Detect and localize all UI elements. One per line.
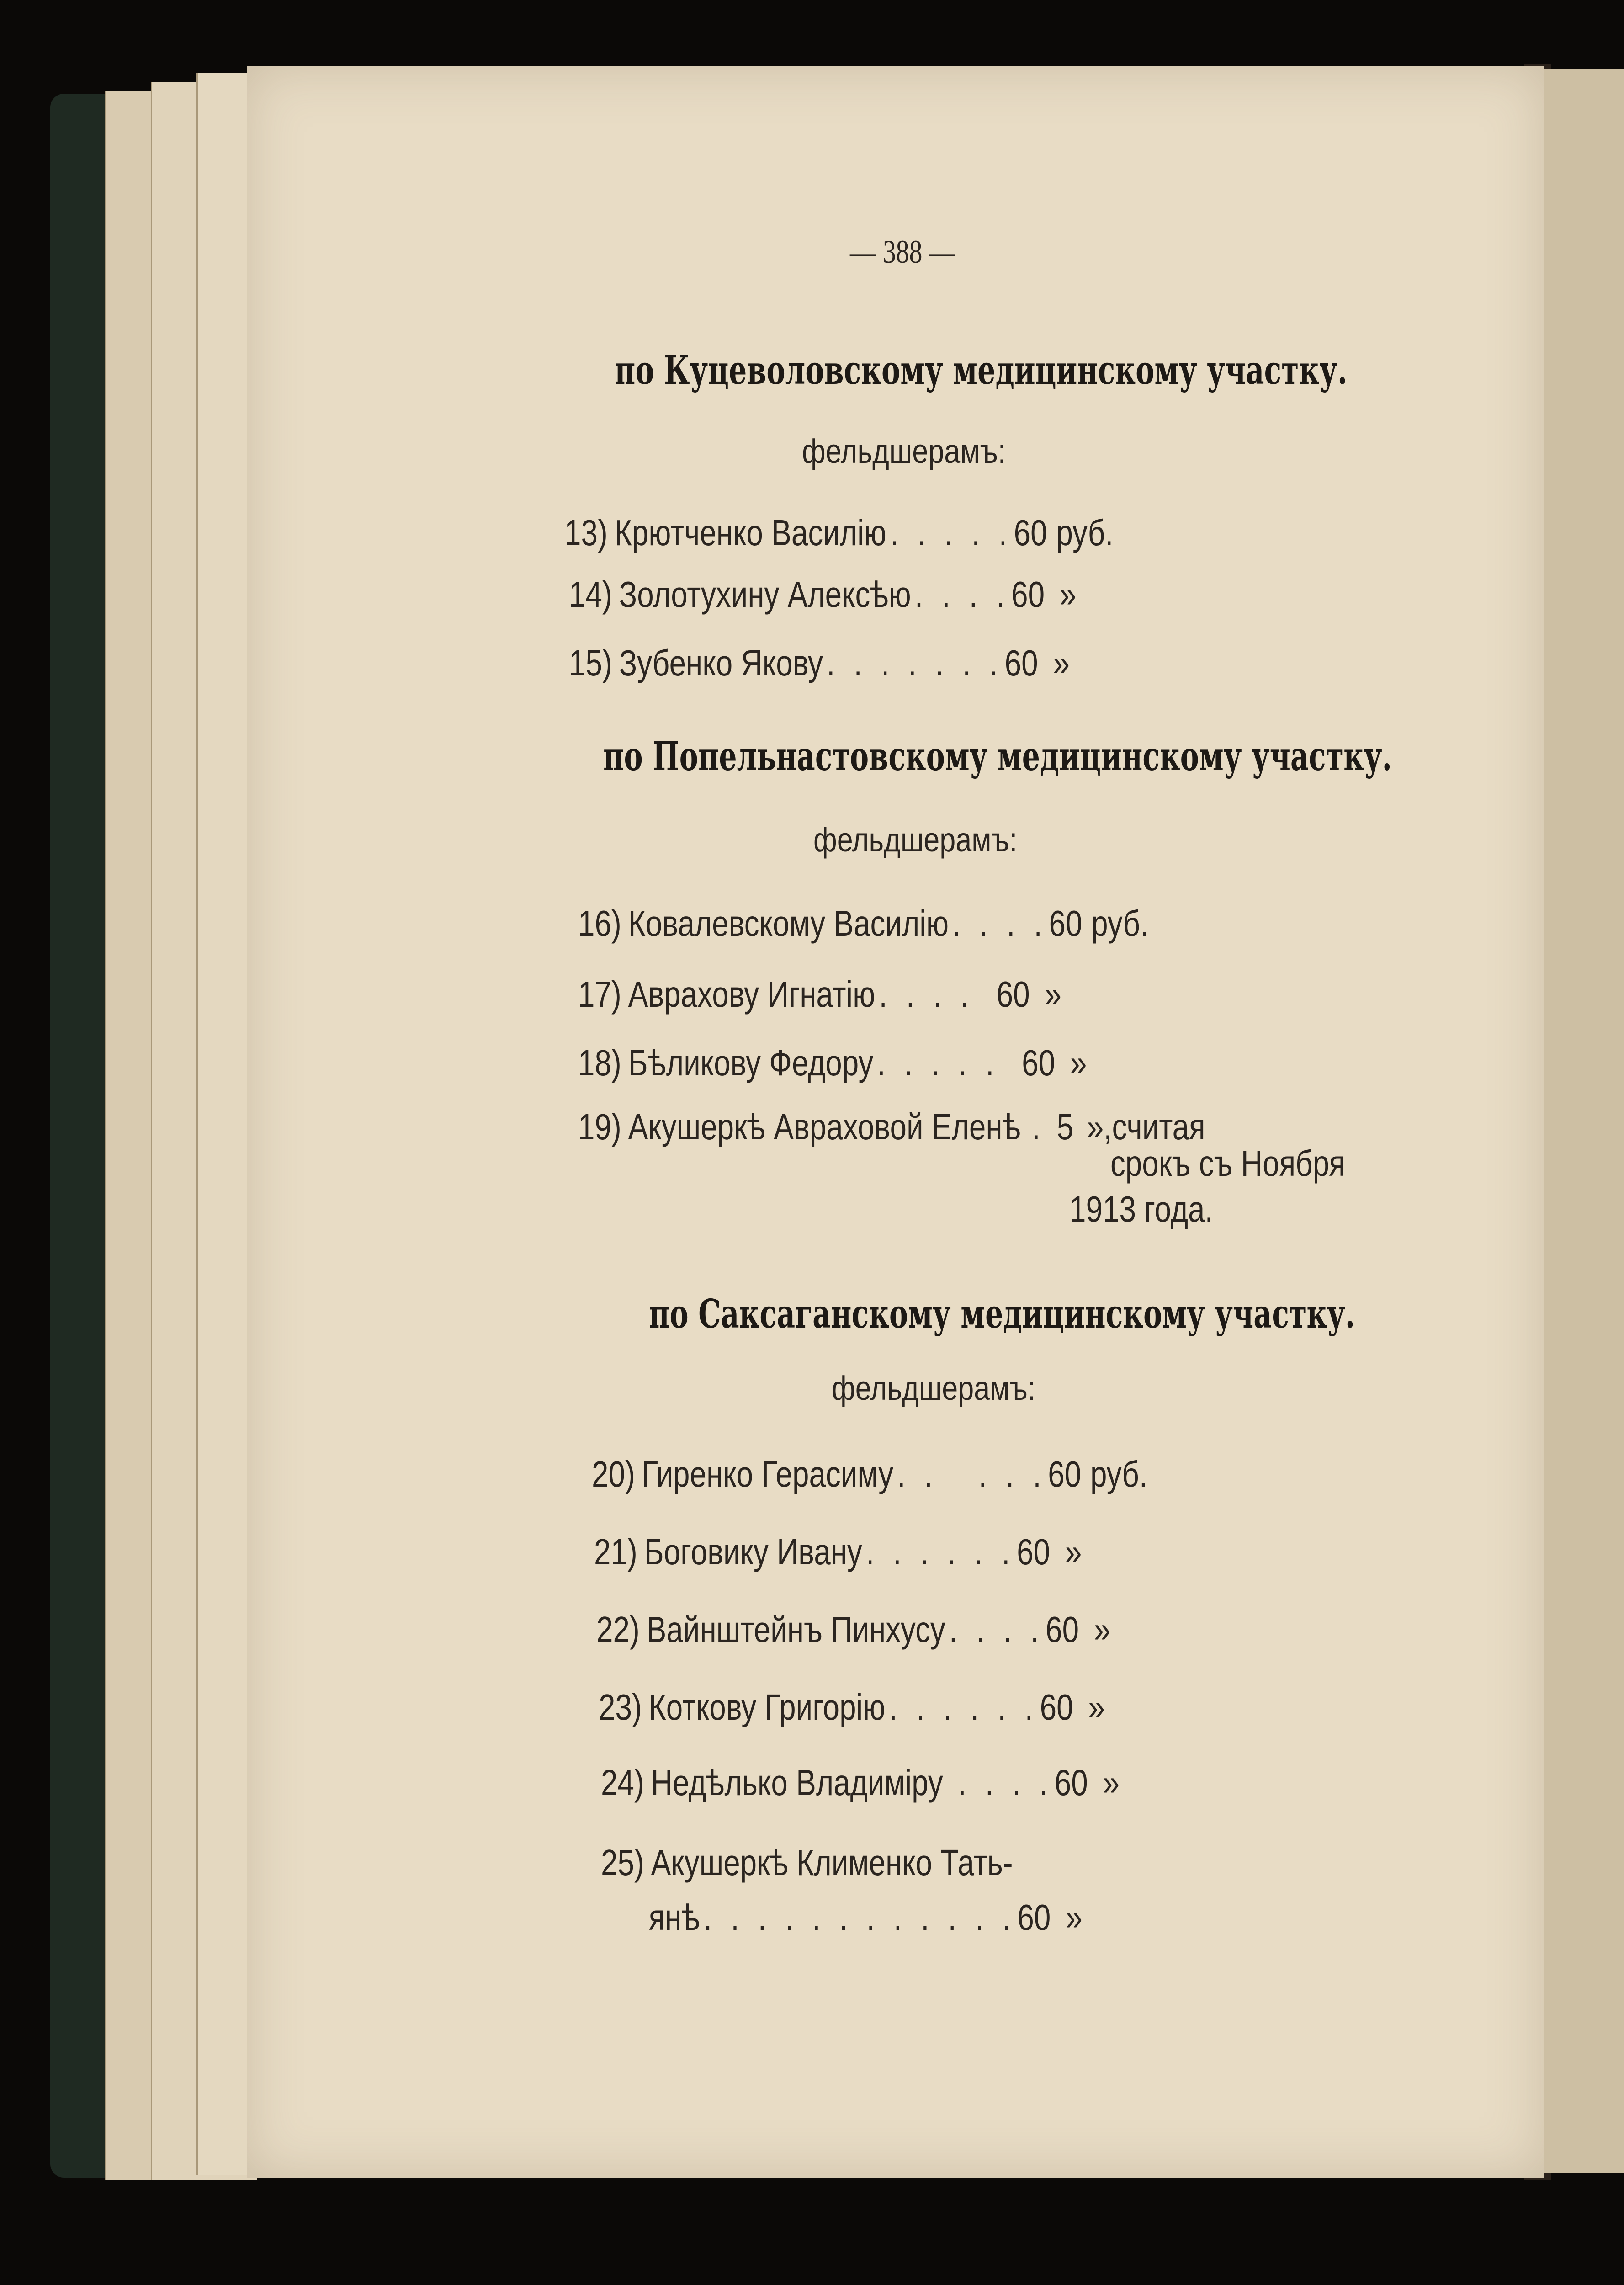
item-number: 23): [599, 1687, 642, 1727]
item-unit: руб.: [1091, 903, 1149, 944]
list-item: [578, 1042, 1087, 1084]
leader-dots: . . . .: [958, 1762, 1053, 1803]
note-line: срокъ съ Ноября: [1110, 1143, 1345, 1184]
item-amount: 60: [1054, 1762, 1088, 1803]
item-number: 13): [564, 512, 608, 553]
item-amount: 60: [1049, 903, 1083, 944]
leader-dots: . . . . . . . . . . . .: [703, 1897, 1016, 1938]
item-name: Коткову Григорію: [648, 1687, 886, 1727]
item-number: 21): [594, 1531, 637, 1572]
leader-dots: . . . .: [952, 903, 1048, 944]
item-number: 19): [578, 1106, 621, 1147]
item-number: 22): [596, 1609, 640, 1650]
list-item: [578, 903, 1148, 945]
note-line: 1913 года.: [1069, 1189, 1213, 1229]
section-subheading: фельдшерамъ:: [813, 821, 1018, 859]
item-number: 15): [569, 643, 612, 683]
facing-page: [1540, 69, 1624, 2173]
item-unit: »: [1103, 1762, 1120, 1803]
item-name: Ковалевскому Василію: [628, 903, 949, 944]
list-item: [569, 642, 1070, 684]
item-number: 18): [578, 1042, 621, 1083]
list-item: [601, 1762, 1120, 1804]
list-item: [592, 1453, 1147, 1495]
item-name: Крютченко Василію: [614, 512, 886, 553]
item-name: Акушеркѣ Авраховой Еленѣ: [628, 1106, 1021, 1147]
list-item: [599, 1686, 1105, 1728]
item-number: 24): [601, 1762, 644, 1803]
section-heading: по Саксаганскому медицинскому участку.: [649, 1291, 1355, 1337]
item-unit: »: [1065, 1531, 1082, 1572]
list-item: [569, 574, 1076, 616]
item-number: 16): [578, 903, 621, 944]
item-number: 17): [578, 974, 621, 1015]
item-name: Вайнштейнъ Пинхусу: [646, 1609, 945, 1650]
item-amount: 60: [996, 974, 1030, 1015]
section-subheading: фельдшерамъ:: [802, 432, 1006, 470]
leader-dots: . . . . . . .: [827, 643, 1003, 683]
leader-dots: . . . . .: [877, 1042, 999, 1083]
item-amount: 5: [1056, 1106, 1074, 1147]
list-item-continuation: [642, 1897, 1083, 1939]
item-name: Золотухину Алексѣю: [619, 574, 911, 615]
leader-dots: . . . .: [879, 974, 974, 1015]
item-amount: 60: [1040, 1687, 1073, 1727]
item-amount: 60: [1017, 1897, 1051, 1938]
item-amount: 60: [1022, 1042, 1056, 1083]
item-unit: »: [1070, 1042, 1087, 1083]
item-unit: руб.: [1090, 1454, 1148, 1494]
item-name: Акушеркѣ Клименко Тать-: [651, 1842, 1013, 1883]
leader-dots: . . . . . .: [889, 1687, 1039, 1727]
item-unit: »: [1066, 1897, 1083, 1938]
list-item: [594, 1531, 1082, 1573]
item-name: Недѣлько Владиміру: [651, 1762, 943, 1803]
leader-dots: . . . .: [949, 1609, 1044, 1650]
item-name: Аврахову Игнатію: [628, 974, 876, 1015]
page-number: — 388 —: [850, 234, 955, 270]
item-amount: 60: [1004, 643, 1038, 683]
item-name: янѣ: [648, 1897, 700, 1938]
item-unit: »: [1053, 643, 1070, 683]
item-amount: 60: [1046, 1609, 1079, 1650]
item-amount: 60: [1011, 574, 1045, 615]
leader-dots: . . . . .: [890, 512, 1013, 553]
item-name: Гиренко Герасиму: [642, 1454, 894, 1494]
leader-dots: . . . . .: [897, 1454, 1047, 1494]
item-amount: 60: [1014, 512, 1047, 553]
list-item: [564, 512, 1113, 554]
leader-dots: . . . . . .: [866, 1531, 1015, 1572]
section-heading: по Куцеволовскому медицинскому участку.: [615, 347, 1348, 393]
item-name: Зубенко Якову: [619, 643, 823, 683]
item-unit: »: [1045, 974, 1061, 1015]
item-number: 14): [569, 574, 612, 615]
item-name: Бѣликову Федору: [628, 1042, 874, 1083]
leader-dots: .: [1032, 1106, 1046, 1147]
item-number: 25): [601, 1842, 644, 1883]
item-unit: »: [1093, 1609, 1111, 1650]
list-item: [596, 1609, 1110, 1651]
item-unit: руб.: [1056, 512, 1114, 553]
item-number: 20): [592, 1454, 635, 1494]
item-unit: »: [1059, 574, 1077, 615]
section-heading: по Попельнастовскому медицинскому участку.: [603, 733, 1392, 780]
item-amount: 60: [1048, 1454, 1082, 1494]
item-amount: 60: [1017, 1531, 1051, 1572]
section-subheading: фельдшерамъ:: [832, 1369, 1036, 1407]
list-item: [578, 1106, 1205, 1148]
item-unit: »,считая: [1087, 1106, 1205, 1147]
item-name: Боговику Ивану: [644, 1531, 862, 1572]
list-item: [601, 1842, 1013, 1884]
leader-dots: . . . .: [914, 574, 1010, 615]
list-item: [578, 973, 1061, 1015]
item-unit: »: [1088, 1687, 1105, 1727]
